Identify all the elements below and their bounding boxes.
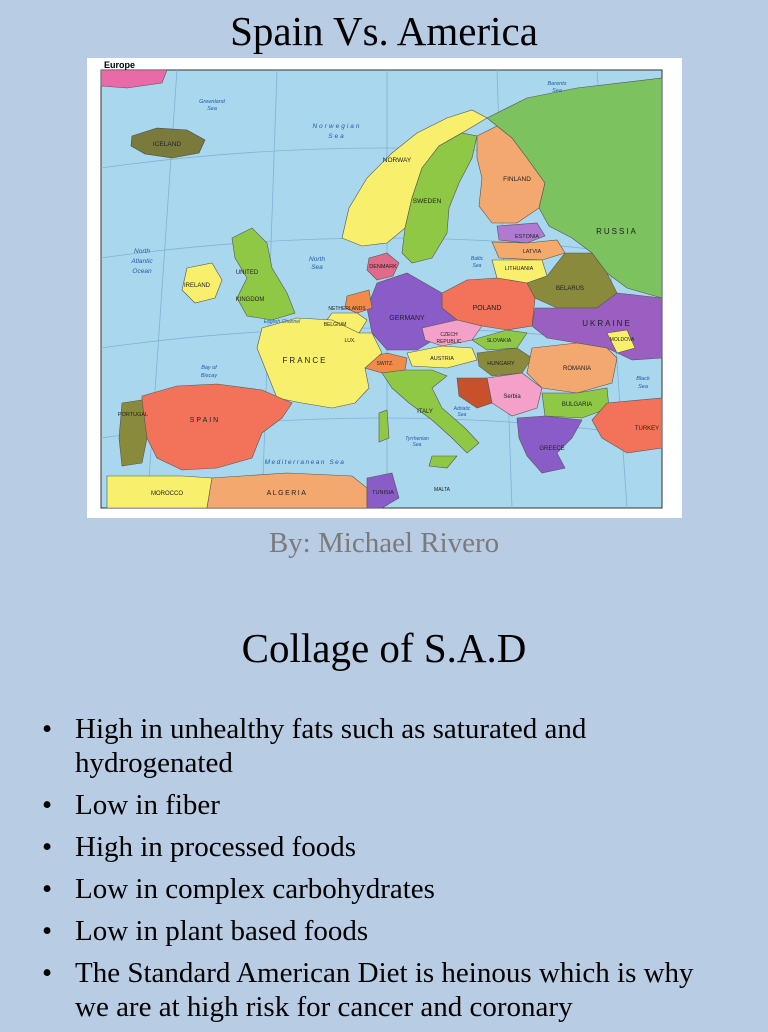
map-label-algeria: ALGERIA	[266, 490, 308, 497]
bullet-icon: •	[42, 831, 53, 863]
map-label-iceland: ICELAND	[152, 141, 182, 148]
map-label-lithuania: LITHUANIA	[504, 266, 534, 272]
map-label-sweden: SWEDEN	[412, 198, 442, 205]
map-label-bay-biscay-2: Biscay	[200, 373, 218, 379]
map-label-italy: ITALY	[417, 409, 433, 415]
map-label-morocco: MOROCCO	[151, 491, 183, 497]
list-item-text: Low in complex carbohydrates	[75, 873, 435, 905]
map-label-black-sea-2: Sea	[638, 384, 648, 390]
map-label-barents-sea-2: Sea	[552, 88, 562, 94]
map-label-greece: GREECE	[539, 446, 565, 452]
europe-map	[87, 58, 682, 518]
bullet-icon: •	[42, 789, 53, 821]
map-label-norwegian-sea-1: Norwegian	[312, 123, 362, 130]
map-label-ireland: IRELAND	[183, 283, 211, 289]
map-label-netherlands: NETHERLANDS	[328, 306, 366, 312]
map-label-north-atlantic-1: North	[134, 248, 150, 255]
slide-title: Spain Vs. America	[230, 8, 538, 54]
map-label-spain: SPAIN	[189, 417, 221, 424]
map-label-uk-1: UNITED	[235, 270, 259, 276]
europe-map-graphic	[87, 58, 682, 518]
map-label-portugal: PORTUGAL	[117, 412, 149, 418]
map-label-denmark: DENMARK	[369, 264, 397, 270]
bullet-icon: •	[42, 957, 53, 989]
map-label-estonia: ESTONIA	[514, 234, 540, 240]
map-label-baltic-1: Baltic	[470, 256, 484, 262]
map-label-belarus: BELARUS	[555, 286, 585, 292]
map-label-bay-biscay-1: Bay of	[201, 365, 217, 371]
map-label-greenland-sea-1: Greenland	[199, 99, 225, 105]
list-item-text: The Standard American Diet is heinous which is why we are at high risk for cancer and coronary	[75, 957, 694, 1023]
map-label-bulgaria: BULGARIA	[561, 402, 593, 408]
map-label-barents-sea-1: Barents	[547, 81, 567, 87]
map-heading: Europe	[104, 60, 136, 70]
map-label-slovakia: SLOVAKIA	[486, 338, 512, 344]
map-label-norwegian-sea-2: Sea	[328, 133, 346, 140]
list-item-text: Low in plant based foods	[75, 915, 369, 947]
slide-collage-of-sad	[0, 580, 768, 1024]
map-label-latvia: LATVIA	[522, 249, 542, 255]
map-label-lux: LUX.	[344, 338, 356, 344]
map-label-north-sea-2: Sea	[311, 264, 323, 271]
map-label-russia: RUSSIA	[596, 227, 638, 236]
map-label-adriatic-1: Adriatic	[453, 406, 471, 412]
map-label-poland: POLAND	[472, 305, 502, 312]
author-byline: By: Michael Rivero	[268, 527, 500, 559]
map-label-moldova: MOLDOVA	[609, 337, 635, 343]
list-item-text: Low in fiber	[75, 789, 220, 821]
map-label-uk-2: KINGDOM	[235, 297, 265, 303]
map-label-switzerland: SWITZ.	[376, 361, 394, 367]
list-item	[40, 712, 730, 780]
map-label-norway: NORWAY	[382, 157, 412, 164]
bullet-icon: •	[42, 713, 53, 745]
map-label-austria: AUSTRIA	[430, 356, 454, 362]
map-label-turkey: TURKEY	[634, 426, 660, 432]
bullet-icon: •	[42, 873, 53, 905]
map-label-serbia: Serbia	[503, 394, 521, 400]
map-label-ukraine: UKRAINE	[582, 319, 632, 328]
list-item-text: High in processed foods	[75, 831, 357, 863]
bullet-icon: •	[42, 915, 53, 947]
list-item	[40, 914, 730, 948]
bullet-list	[40, 712, 730, 1032]
map-label-czech-2: REPUBLIC	[436, 339, 462, 345]
map-label-tunisia: TUNISIA	[372, 490, 394, 496]
map-label-tyrrhenian-1: Tyrrhenian	[405, 436, 429, 442]
list-item	[40, 788, 730, 822]
map-label-baltic-2: Sea	[472, 263, 482, 269]
map-label-adriatic-2: Sea	[457, 412, 467, 418]
list-item	[40, 956, 730, 1024]
map-label-north-sea-1: North	[309, 256, 325, 263]
map-label-north-atlantic-3: Ocean	[132, 268, 152, 275]
map-label-north-atlantic-2: Atlantic	[131, 258, 153, 265]
map-label-belgium: BELGIUM	[323, 322, 347, 328]
map-label-black-sea-1: Black	[636, 376, 650, 382]
map-label-romania: ROMANIA	[562, 366, 592, 372]
map-label-germany: GERMANY	[389, 315, 425, 322]
list-item	[40, 830, 730, 864]
slide-title: Collage of S.A.D	[241, 625, 527, 671]
map-label-tyrrhenian-2: Sea	[412, 442, 422, 448]
map-label-malta: MALTA	[434, 487, 450, 493]
list-item	[40, 872, 730, 906]
map-label-greenland-sea-2: Sea	[207, 106, 217, 112]
list-item-text: High in unhealthy fats such as saturated and hydrogenated	[75, 713, 587, 779]
map-label-mediterranean: Mediterranean Sea	[264, 459, 346, 466]
map-label-finland: FINLAND	[503, 176, 531, 183]
map-label-hungary: HUNGARY	[487, 361, 515, 367]
map-label-france: FRANCE	[282, 356, 328, 365]
map-label-english-channel: English Channel	[263, 319, 301, 325]
map-label-czech: CZECH	[440, 332, 458, 338]
